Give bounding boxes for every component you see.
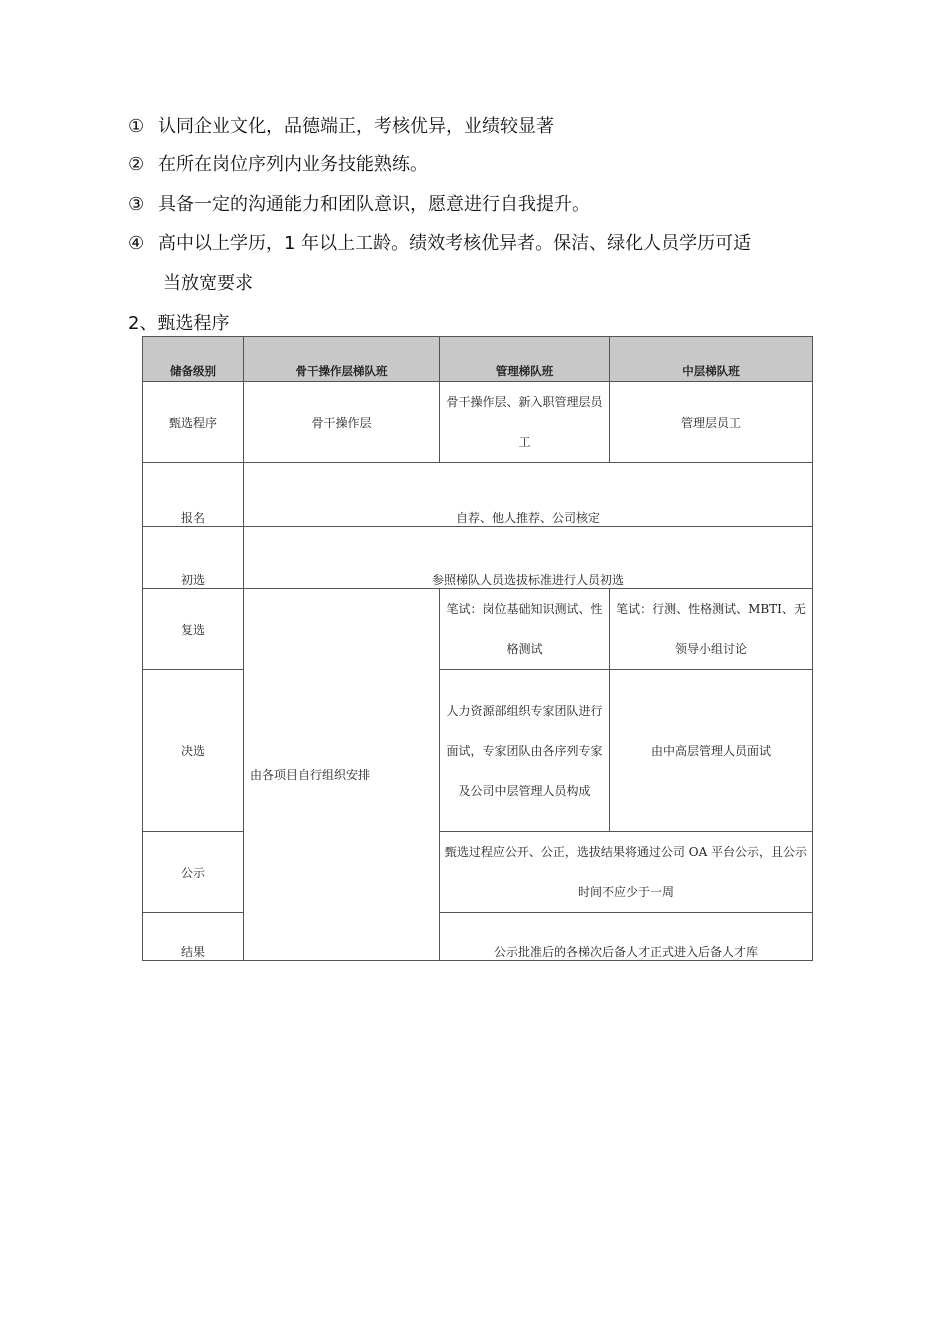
- table-cell: 公示批准后的各梯次后备人才正式进入后备人才库: [440, 913, 813, 961]
- header-cell: 管理梯队班: [440, 337, 610, 382]
- table-row: [143, 463, 813, 527]
- row-label: 结果: [143, 913, 244, 961]
- header-cell: 骨干操作层梯队班: [244, 337, 440, 382]
- row-label: 复选: [143, 589, 244, 670]
- row-label: 公示: [143, 832, 244, 913]
- criteria-number: ②: [128, 154, 145, 175]
- header-cell: 中层梯队班: [610, 337, 813, 382]
- table-row: [143, 670, 813, 832]
- table-cell: 管理层员工: [610, 382, 813, 463]
- table-cell: 笔试：行测、性格测试、MBTI、无领导小组讨论: [610, 589, 813, 670]
- table-row: [143, 527, 813, 589]
- table-cell: 人力资源部组织专家团队进行面试，专家团队由各序列专家及公司中层管理人员构成: [440, 670, 610, 832]
- row-label: 甄选程序: [143, 382, 244, 463]
- criteria-text: 高中以上学历，1 年以上工龄。绩效考核优异者。保洁、绿化人员学历可适: [158, 233, 752, 254]
- table-cell: 参照梯队人员选拔标准进行人员初选: [244, 527, 813, 589]
- criteria-number: ④: [128, 233, 145, 254]
- row-label: 报名: [143, 463, 244, 527]
- criteria-text: 具备一定的沟通能力和团队意识，愿意进行自我提升。: [158, 194, 590, 215]
- criteria-item: [128, 153, 428, 177]
- selection-procedure-table: [142, 336, 813, 961]
- row-label: 初选: [143, 527, 244, 589]
- table-row: [143, 913, 813, 961]
- criteria-item: [128, 115, 554, 139]
- table-cell: 骨干操作层、新入职管理层员工: [440, 382, 610, 463]
- table-header-row: [143, 337, 813, 382]
- criteria-item: [128, 193, 590, 217]
- section-title: 2、甄选程序: [128, 313, 230, 334]
- table-cell: 自荐、他人推荐、公司核定: [244, 463, 813, 527]
- table-row: [143, 832, 813, 913]
- criteria-continuation: 当放宽要求: [163, 273, 253, 294]
- table-cell: 由各项目自行组织安排: [244, 589, 440, 961]
- table-cell: 甄选过程应公开、公正，选拔结果将通过公司 OA 平台公示，且公示时间不应少于一周: [440, 832, 813, 913]
- criteria-number: ①: [128, 116, 145, 137]
- table-row: [143, 382, 813, 463]
- criteria-text: 在所在岗位序列内业务技能熟练。: [158, 154, 428, 175]
- table-row: [143, 589, 813, 670]
- table-cell: 由中高层管理人员面试: [610, 670, 813, 832]
- table-cell: 笔试：岗位基础知识测试、性格测试: [440, 589, 610, 670]
- criteria-item: [128, 232, 751, 256]
- header-cell: 储备级别: [143, 337, 244, 382]
- criteria-text: 认同企业文化，品德端正，考核优异，业绩较显著: [158, 116, 554, 137]
- row-label: 决选: [143, 670, 244, 832]
- criteria-number: ③: [128, 194, 145, 215]
- table-cell: 骨干操作层: [244, 382, 440, 463]
